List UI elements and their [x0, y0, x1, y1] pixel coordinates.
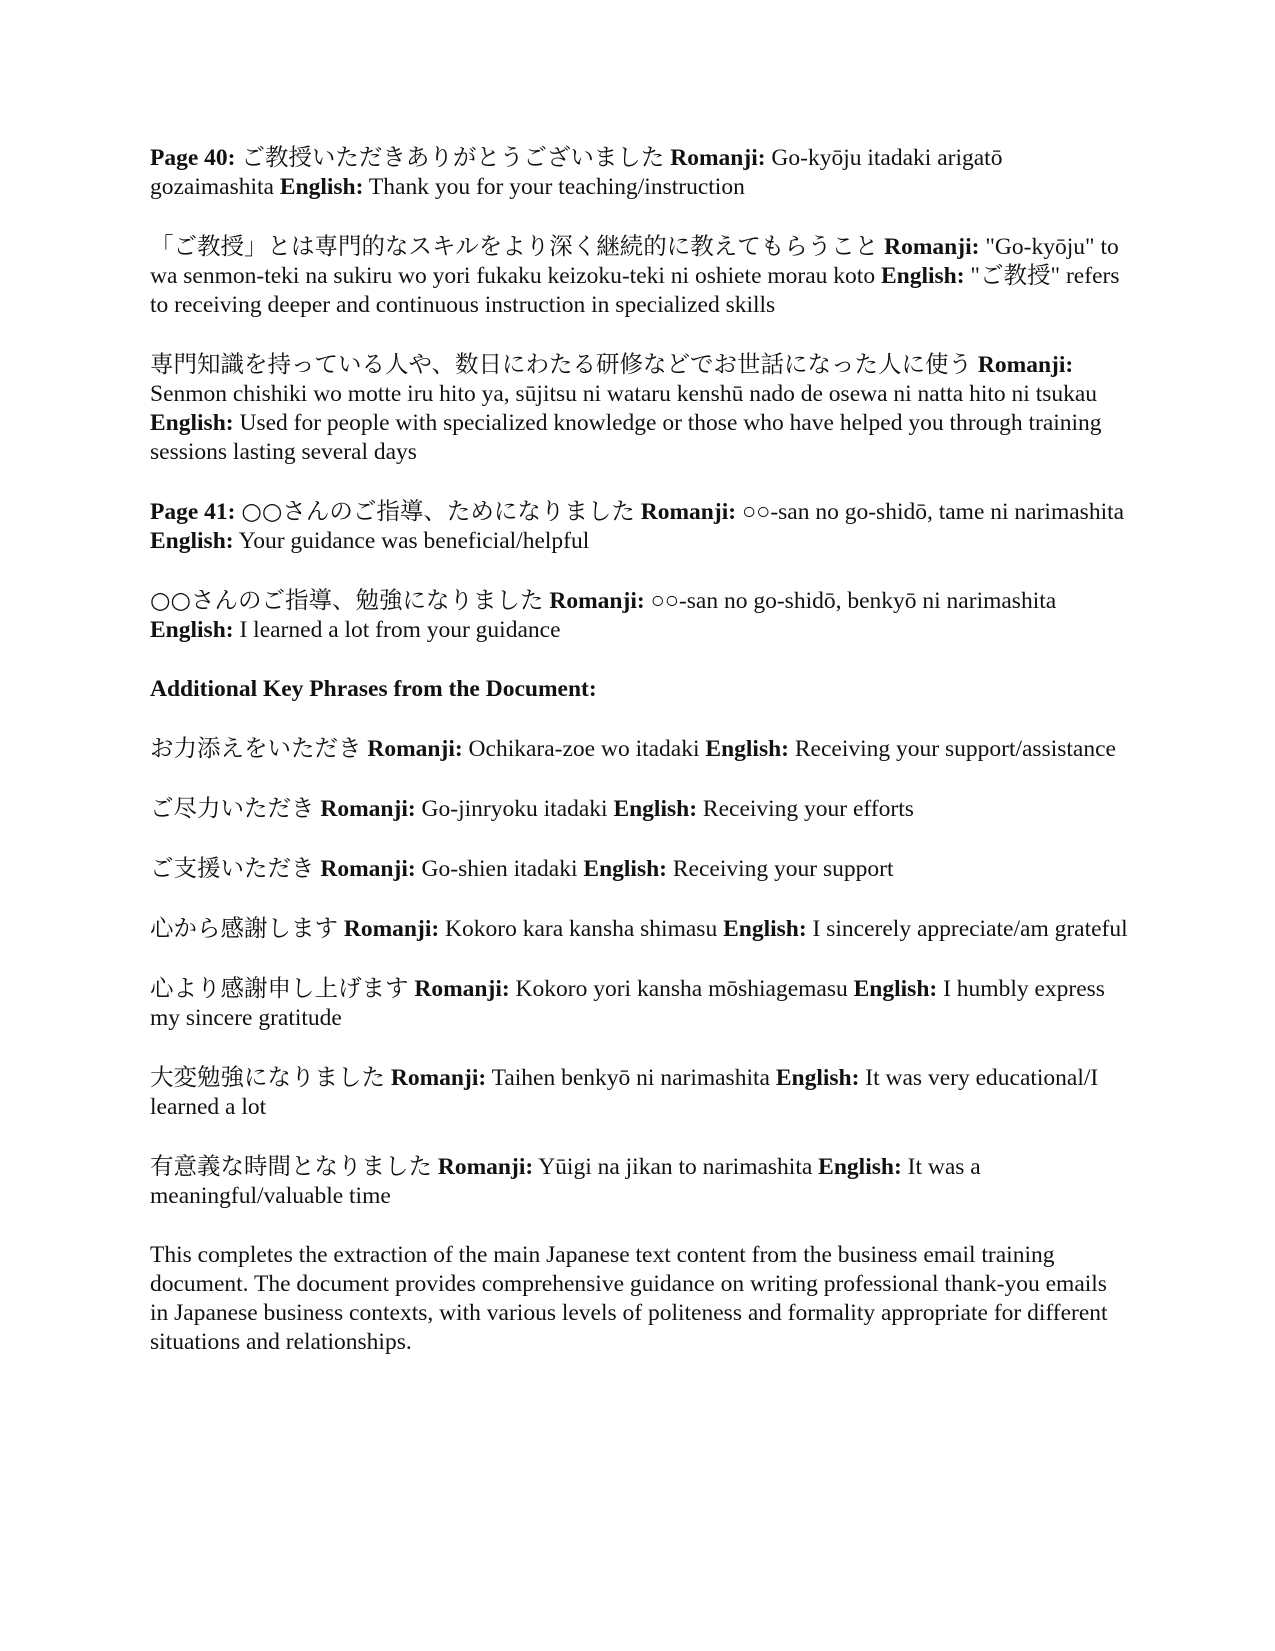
english-label: English:	[150, 410, 234, 436]
section-heading: Additional Key Phrases from the Document:	[150, 676, 597, 702]
japanese-phrase: 心から感謝します	[150, 914, 338, 942]
english-text: It was very educational/I learned a lot	[150, 1065, 1099, 1120]
closing-paragraph: This completes the extraction of the main Japanese text content from the business email training document. The document provides comprehensive guidance on writing professional thank-you emails in Japanese business contexts, with various levels of politeness and formality appropriate for different situations and relationships.	[150, 1242, 1108, 1355]
romanji-label: Romanji:	[884, 234, 980, 260]
english-label: English:	[705, 736, 789, 762]
japanese-phrase: 専門知識を持っている人や、数日にわたる研修などでお世話になった人に使う	[150, 350, 973, 378]
document-page	[150, 143, 1130, 1384]
romanji-text: Go-shien itadaki	[421, 856, 578, 882]
romanji-text: Senmon chishiki wo motte iru hito ya, sūjitsu ni wataru kenshū nado de osewa ni natta hito ni tsukau	[150, 381, 1098, 407]
romanji-label: Romanji:	[977, 352, 1074, 378]
english-label: English:	[150, 528, 234, 554]
phrase-entry	[150, 974, 1130, 1033]
romanji-label: Romanji:	[414, 976, 510, 1002]
japanese-phrase: 大変勉強になりました	[150, 1063, 385, 1091]
english-text: Thank you for your teaching/instruction	[368, 174, 745, 200]
japanese-phrase: 「ご教授」とは専門的なスキルをより深く継続的に教えてもらうこと	[150, 232, 879, 260]
romanji-label: Romanji:	[640, 499, 737, 525]
japanese-phrase: お力添えをいただき	[150, 734, 362, 762]
phrase-entry	[150, 497, 1130, 556]
english-label: English:	[818, 1154, 902, 1180]
english-text: I humbly express my sincere gratitude	[150, 976, 1105, 1031]
english-text: Used for people with specialized knowledge or those who have helped you through training sessions lasting several days	[150, 410, 1102, 465]
japanese-phrase: ○○さんのご指導、勉強になりました	[150, 586, 544, 614]
romanji-text: Ochikara-zoe wo itadaki	[468, 736, 700, 762]
english-label: English:	[279, 174, 364, 200]
page-label: Page 41:	[150, 499, 236, 525]
phrase-entry	[150, 1063, 1130, 1122]
phrase-entry	[150, 350, 1130, 467]
phrase-entry	[150, 1152, 1130, 1211]
phrase-entry	[150, 914, 1130, 944]
english-text: It was a meaningful/valuable time	[150, 1154, 981, 1209]
english-text: I sincerely appreciate/am grateful	[812, 916, 1128, 942]
phrase-entry	[150, 734, 1130, 764]
english-text: Receiving your efforts	[702, 796, 914, 822]
phrase-entry	[150, 794, 1130, 824]
english-label: English:	[150, 617, 234, 643]
english-text: Receiving your support	[672, 856, 894, 882]
english-text: "ご教授" refers to receiving deeper and continuous instruction in specialized skills	[150, 263, 1120, 318]
romanji-label: Romanji:	[549, 588, 645, 614]
romanji-text: ○○-san no go-shidō, tame ni narimashita	[741, 499, 1125, 525]
japanese-phrase: ご支援いただき	[150, 854, 315, 882]
romanji-text: "Go-kyōju" to wa senmon-teki na sukiru wo yori fukaku keizoku-teki ni oshiete morau koto	[150, 234, 1119, 289]
romanji-text: ○○-san no go-shidō, benkyō ni narimashita	[650, 588, 1057, 614]
japanese-phrase: 有意義な時間となりました	[150, 1152, 432, 1180]
phrase-entry	[150, 586, 1130, 645]
english-label: English:	[583, 856, 667, 882]
romanji-text: Kokoro yori kansha mōshiagemasu	[515, 976, 848, 1002]
romanji-text: Go-jinryoku itadaki	[421, 796, 608, 822]
romanji-text: Yūigi na jikan to narimashita	[538, 1154, 813, 1180]
english-text: I learned a lot from your guidance	[239, 617, 561, 643]
japanese-phrase: ご尽力いただき	[150, 794, 315, 822]
romanji-text: Kokoro kara kansha shimasu	[445, 916, 718, 942]
romanji-label: Romanji:	[320, 796, 416, 822]
romanji-label: Romanji:	[367, 736, 463, 762]
romanji-label: Romanji:	[320, 856, 416, 882]
phrase-entry	[150, 854, 1130, 884]
english-label: English:	[880, 263, 965, 289]
english-text: Your guidance was beneficial/helpful	[238, 528, 590, 554]
english-label: English:	[775, 1065, 860, 1091]
romanji-label: Romanji:	[437, 1154, 534, 1180]
japanese-phrase: ○○さんのご指導、ためになりました	[241, 497, 635, 525]
english-label: English:	[723, 916, 807, 942]
page-label: Page 40:	[150, 145, 236, 171]
romanji-label: Romanji:	[670, 145, 766, 171]
phrase-entry	[150, 232, 1130, 320]
english-label: English:	[853, 976, 938, 1002]
romanji-text: Go-kyōju itadaki arigatō gozaimashita	[150, 145, 1003, 200]
english-label: English:	[613, 796, 698, 822]
phrase-entry	[150, 143, 1130, 202]
english-text: Receiving your support/assistance	[794, 736, 1116, 762]
japanese-phrase: ご教授いただきありがとうございました	[241, 143, 665, 171]
romanji-text: Taihen benkyō ni narimashita	[491, 1065, 770, 1091]
romanji-label: Romanji:	[390, 1065, 487, 1091]
japanese-phrase: 心より感謝申し上げます	[150, 974, 409, 1002]
romanji-label: Romanji:	[343, 916, 440, 942]
